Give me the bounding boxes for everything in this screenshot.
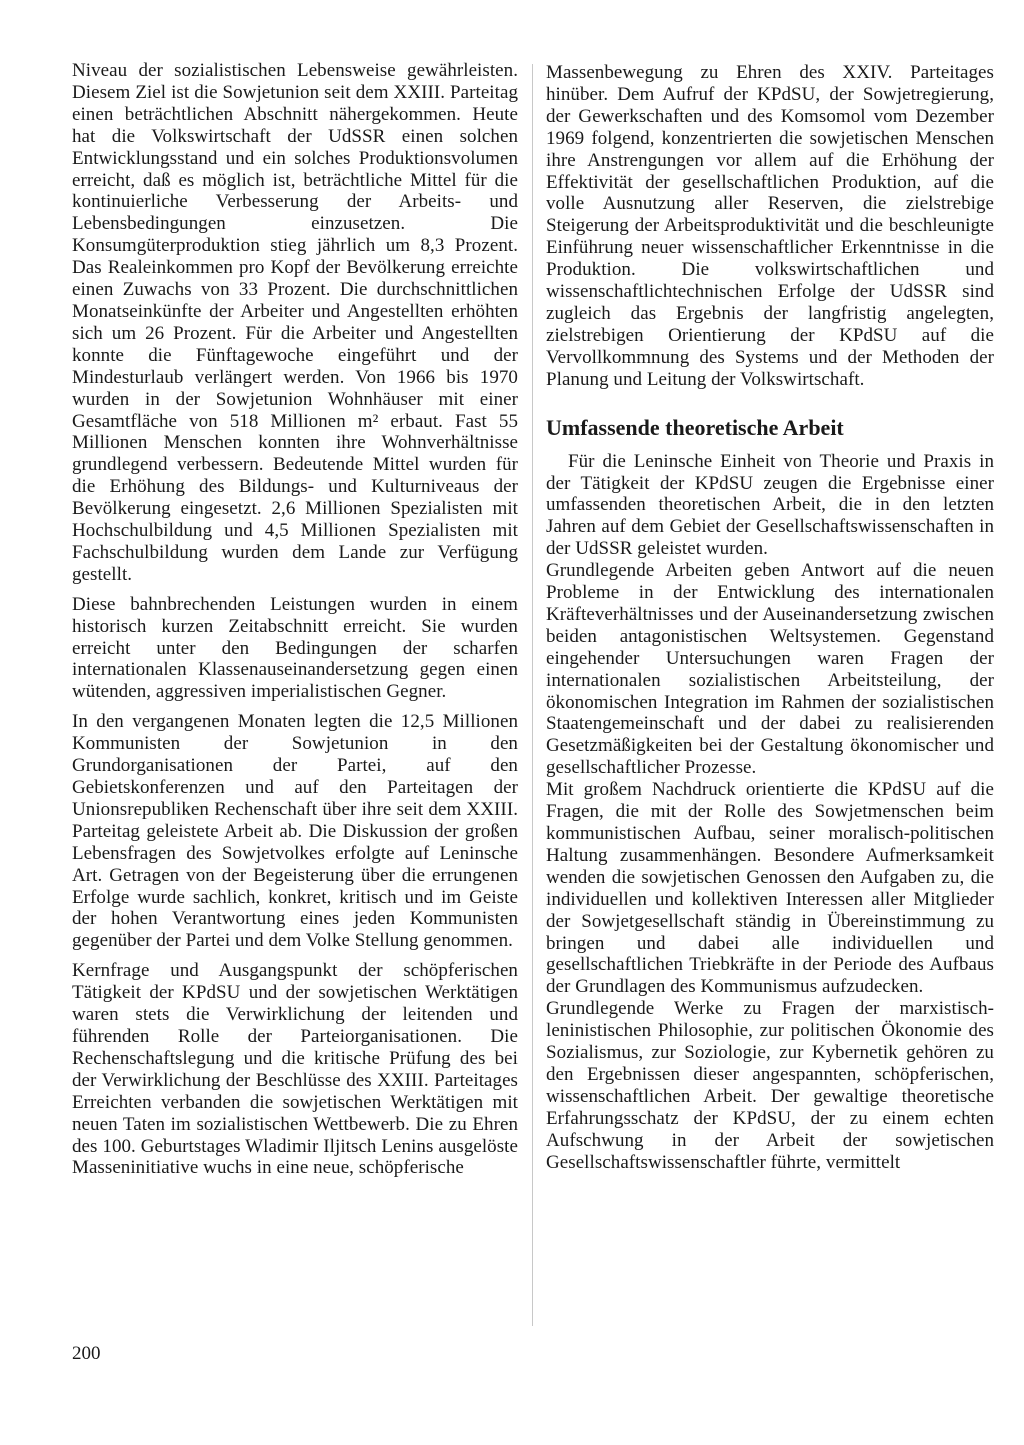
left-column bbox=[72, 60, 518, 1179]
left-paragraph-3: In den vergangenen Monaten legten die 12,5 Millionen Kommunisten der Sowjetunion in den Grundorganisationen der Partei, auf den Gebietskonferenzen und auf den Parteitagen der Unionsrepubliken Rechenschaft über ihre seit dem XXIII. Parteitag geleistete Arbeit ab. Die Diskussion der großen Lebensfragen des Sowjetvolkes erfolgte auf Leninsche Art. Getragen von der Begeisterung über die errungenen Erfolge wurde sachlich, konkret, kritisch und im Geiste der hohen Verantwortung eines jeden Kommunisten gegenüber der Partei und dem Volke Stellung genommen. bbox=[72, 711, 518, 952]
right-paragraph-3: Mit großem Nachdruck orientierte die KPdSU auf die Fragen, die mit der Rolle des Sowjetmenschen beim kommunistischen Aufbau, seiner moralisch-politischen Haltung zusammenhängen. Besondere Aufmerksamkeit wenden die sowjetischen Genossen den Aufgaben zu, die individuellen und kollektiven Interessen aller Mitglieder der Sowjetgesellschaft ständig in Übereinstimmung zu bringen und dabei alle individuellen und gesellschaftlichen Triebkräfte in der Periode des Aufbaus der Grundlagen des Kommunismus aufzudecken. bbox=[546, 779, 994, 998]
left-paragraph-4: Kernfrage und Ausgangspunkt der schöpferischen Tätigkeit der KPdSU und der sowjetischen Werktätigen waren stets die Verwirklichung der leitenden und führenden Rolle der Parteiorganisationen. Die Rechenschaftslegung und die kritische Prüfung des bei der Verwirklichung der Beschlüsse des XXIII. Parteitages Erreichten verbanden die sowjetischen Werktätigen mit neuen Taten im sozialistischen Wettbewerb. Die zu Ehren des 100. Geburtstages Wladimir Iljitsch Lenins ausgelöste Masseninitiative wuchs in eine neue, schöpferische bbox=[72, 960, 518, 1179]
page-number: 200 bbox=[72, 1343, 101, 1364]
right-intro-paragraph: Massenbewegung zu Ehren des XXIV. Parteitages hinüber. Dem Aufruf der KPdSU, der Sowjetregierung, der Gewerkschaften und des Komsomol vom Dezember 1969 folgend, konzentrierten die sowjetischen Menschen ihre Anstrengungen vor allem auf die Erhöhung der Effektivität der gesellschaftlichen Produktion, auf die volle Ausnutzung aller Reserven, die zielstrebige Steigerung der Arbeitsproduktivität und die beschleunigte Einführung neuer wissenschaftlicher Erkenntnisse in die Produktion. Die volkswirtschaftlichen und wissenschaftlichtechnischen Erfolge der UdSSR sind zugleich das Ergebnis der langfristig angelegten, zielstrebigen Orientierung der KPdSU auf die Vervollkommnung des Systems und der Methoden der Planung und Leitung der Volkswirtschaft. bbox=[546, 62, 994, 390]
right-paragraph-1: Für die Leninsche Einheit von Theorie und Praxis in der Tätigkeit der KPdSU zeugen die Ergebnisse einer umfassenden theoretischen Arbeit, die in den letzten Jahren auf dem Gebiet der Gesellschaftswissenschaften in der UdSSR geleistet wurden. bbox=[546, 450, 994, 560]
column-divider bbox=[532, 64, 533, 1326]
right-column bbox=[546, 62, 994, 1174]
left-paragraph-2: Diese bahnbrechenden Leistungen wurden in einem historisch kurzen Zeitabschnitt erreicht. Sie wurden erreicht unter den Bedingungen der scharfen internationalen Klassenauseinandersetzung gegen einen wütenden, aggressiven imperialistischen Gegner. bbox=[72, 593, 518, 703]
right-paragraph-4: Grundlegende Werke zu Fragen der marxistisch-leninistischen Philosophie, zur politischen Ökonomie des Sozialismus, zur Soziologie, zur Kybernetik gehören zu den Ergebnissen dieser angespannten, schöpferischen, wissenschaftlichen Arbeit. Der gewaltige theoretische Erfahrungsschatz der KPdSU, der zu einem echten Aufschwung in der Arbeit der sowjetischen Gesellschaftswissenschaftler führte, vermittelt bbox=[546, 998, 994, 1173]
left-paragraph-1: Niveau der sozialistischen Lebensweise gewährleisten. Diesem Ziel ist die Sowjetunion seit dem XXIII. Parteitag einen beträchtlichen Abschnitt nähergekommen. Heute hat die Volkswirtschaft der UdSSR einen solchen Entwicklungsstand und ein solches Produktionsvolumen erreicht, daß es möglich ist, beträchtliche Mittel für die kontinuierliche Verbesserung der Arbeits- und Lebensbedingungen einzusetzen. Die Konsumgüterproduktion stieg jährlich um 8,3 Prozent. Das Realeinkommen pro Kopf der Bevölkerung erreichte einen Zuwachs von 33 Prozent. Die durchschnittlichen Monatseinkünfte der Arbeiter und Angestellten erhöhten sich um 26 Prozent. Für die Arbeiter und Angestellten konnte die Fünftagewoche eingeführt und der Mindesturlaub verlängert werden. Von 1966 bis 1970 wurden in der Sowjetunion Wohnhäuser mit einer Gesamtfläche von 518 Millionen m² erbaut. Fast 55 Millionen Menschen konnten ihre Wohnverhältnisse grundlegend verbessern. Bedeutende Mittel wurden für die Erhöhung des Bildungs- und Kulturniveaus der Bevölkerung eingesetzt. 2,6 Millionen Spezialisten mit Hochschulbildung und 4,5 Millionen Spezialisten mit Fachschulbildung wurden dem Lande zur Verfügung gestellt. bbox=[72, 60, 518, 585]
section-heading: Umfassende theoretische Arbeit bbox=[546, 414, 844, 440]
right-paragraph-2: Grundlegende Arbeiten geben Antwort auf die neuen Probleme in der Entwicklung des internationalen Kräfteverhältnisses und der Auseinandersetzung zwischen beiden antagonistischen Weltsystemen. Gegenstand eingehender Untersuchungen waren Fragen der internationalen sozialistischen Arbeitsteilung, der ökonomischen Integration im Rahmen der sozialistischen Staatengemeinschaft und der dabei zu realisierenden Gesetzmäßigkeiten bei der Gestaltung ökonomischer und gesellschaftlicher Prozesse. bbox=[546, 560, 994, 779]
